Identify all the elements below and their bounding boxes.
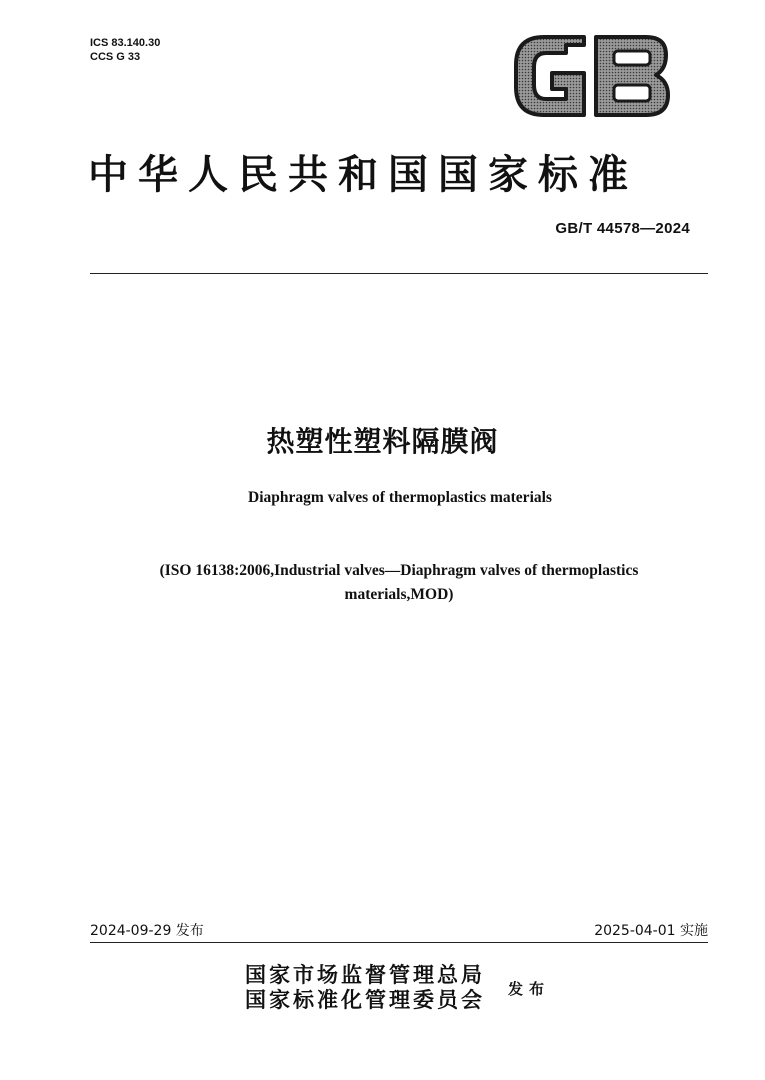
iso-reference [90,559,708,607]
title-chinese: 热塑性塑料隔膜阀 [266,425,499,458]
implementation-date: 2025-04-01 实施 [594,923,708,939]
issuer-samr: 国家市场监督管理总局 [245,962,485,987]
bottom-divider [90,942,708,943]
ics-code: ICS 83.140.30 [90,37,161,49]
standard-number: GB/T 44578—2024 [555,220,690,237]
issue-date: 2024-09-29 发布 [90,923,204,939]
gb-logo [512,35,670,117]
ccs-code: CCS G 33 [90,51,141,63]
iso-reference-line-2: materials,MOD) [344,586,454,603]
iso-reference-line-1: (ISO 16138:2006,Industrial valves—Diaphragm valves of thermoplastics [159,562,639,579]
standard-type-heading: 中华人民共和国国家标准 [88,151,638,198]
top-divider [90,273,708,274]
publish-label: 发布 [508,980,551,998]
classification-codes [90,36,160,64]
title-english: Diaphragm valves of thermoplastics materials [248,489,552,506]
logo-letter-b [596,37,668,115]
issuer-sac: 国家标准化管理委员会 [245,987,485,1012]
logo-letter-g [516,37,584,115]
issuing-authorities [245,962,485,1012]
